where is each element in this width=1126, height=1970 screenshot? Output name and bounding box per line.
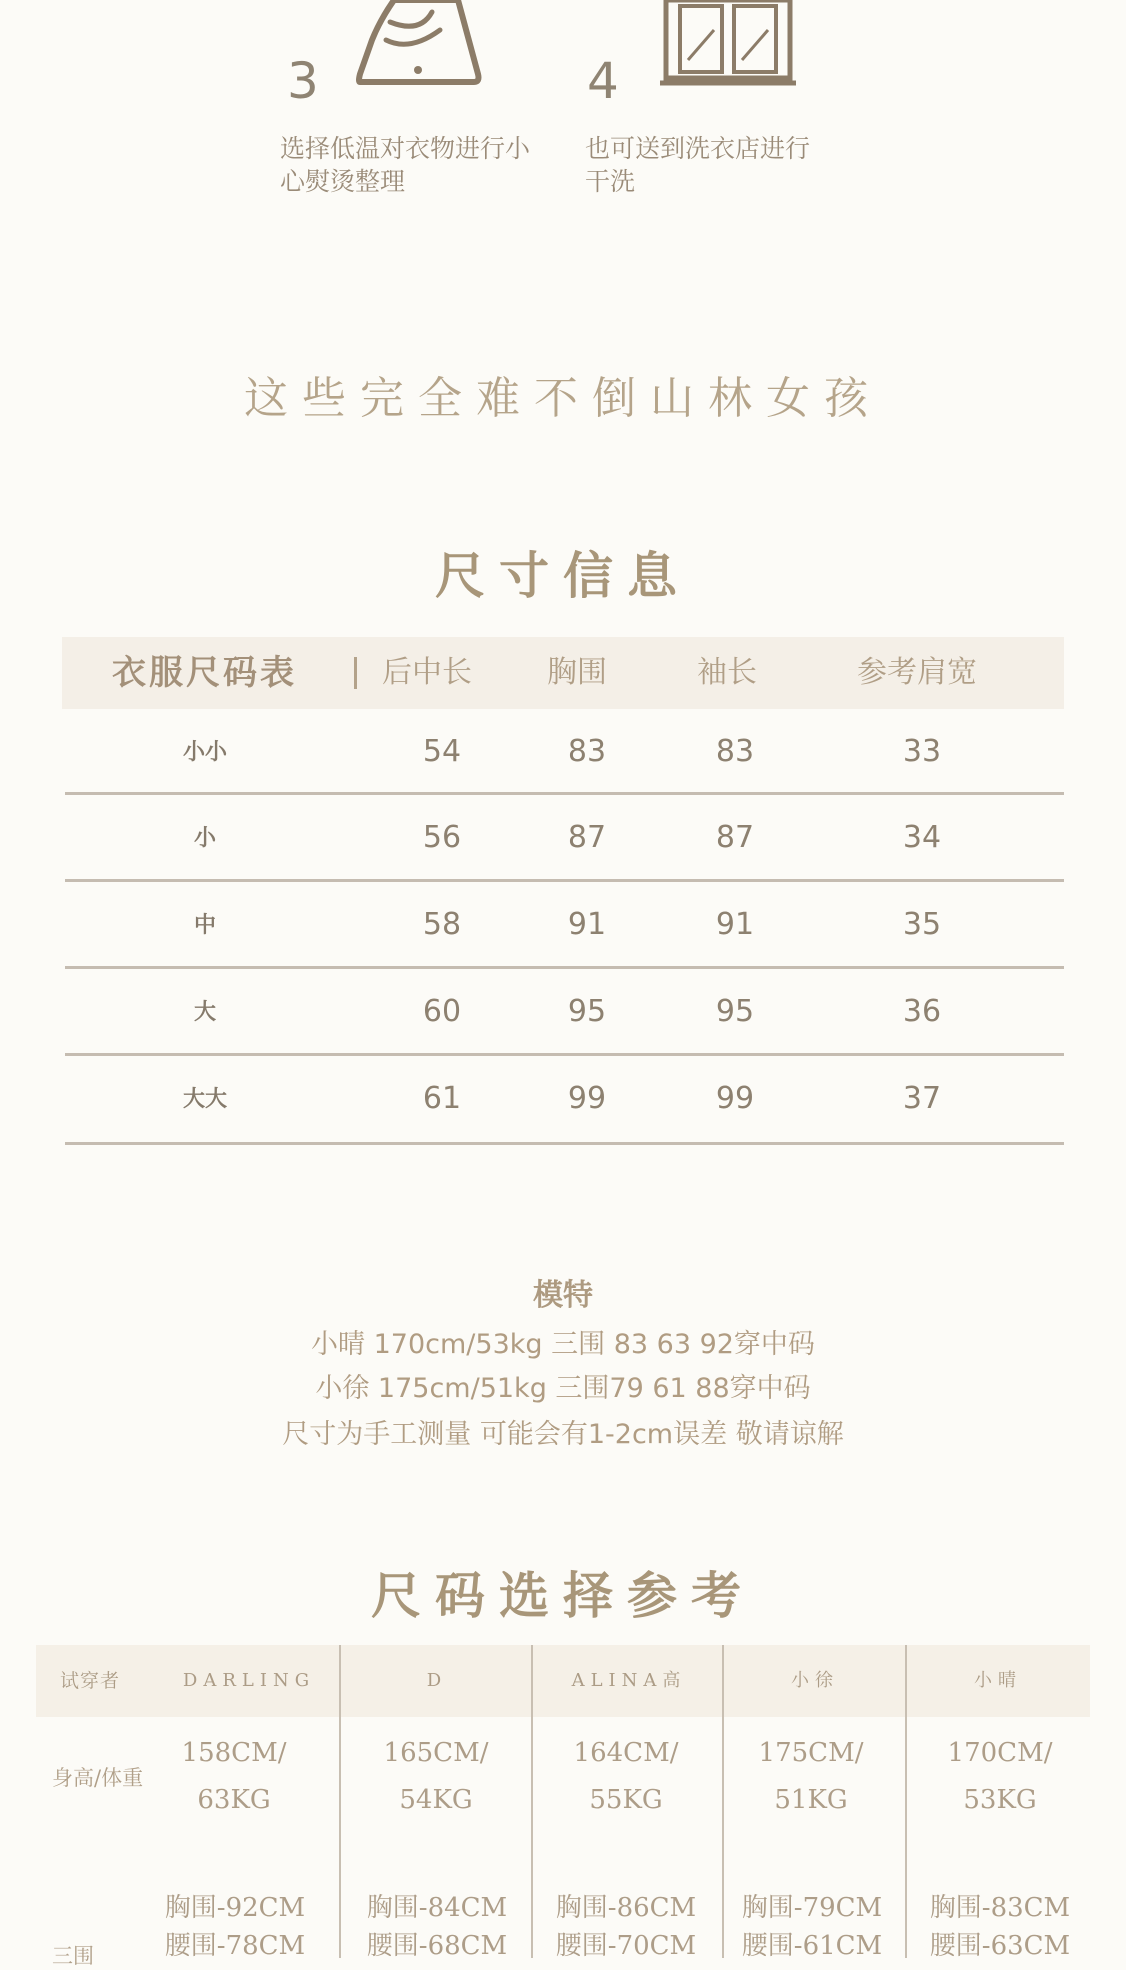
measurement-cell bbox=[915, 1889, 1085, 1965]
tester-name: D bbox=[426, 1670, 448, 1691]
size-value: 54 bbox=[422, 734, 462, 769]
row-label: 身高/体重 bbox=[52, 1766, 144, 1790]
waist-value: 腰围-68CM bbox=[366, 1931, 508, 1961]
size-name: 小小 bbox=[182, 739, 227, 765]
height-weight-cell bbox=[546, 1730, 706, 1824]
measurement-cell bbox=[727, 1889, 897, 1965]
height-value: 175CM/ bbox=[758, 1738, 864, 1768]
waist-value: 腰围-63CM bbox=[929, 1931, 1071, 1961]
tester-name: 小徐 bbox=[791, 1670, 839, 1691]
weight-value: 54KG bbox=[399, 1785, 473, 1815]
model-info-line: 小徐 175cm/51kg 三围79 61 88穿中码 bbox=[315, 1373, 811, 1404]
size-value: 99 bbox=[567, 1081, 607, 1116]
height-value: 164CM/ bbox=[573, 1738, 679, 1768]
size-value: 35 bbox=[902, 907, 942, 942]
waist-value: 腰围-70CM bbox=[555, 1931, 697, 1961]
size-value: 56 bbox=[422, 820, 462, 855]
reference-title: 尺码选择参考 bbox=[371, 1566, 755, 1625]
size-value: 99 bbox=[715, 1081, 755, 1116]
height-value: 158CM/ bbox=[181, 1738, 287, 1768]
size-value: 87 bbox=[715, 820, 755, 855]
size-value: 83 bbox=[715, 734, 755, 769]
column-divider bbox=[905, 1645, 907, 1958]
size-name: 大大 bbox=[182, 1086, 227, 1112]
size-value: 34 bbox=[902, 820, 942, 855]
size-name: 中 bbox=[193, 912, 216, 938]
column-divider bbox=[722, 1645, 724, 1958]
column-header: 胸围 bbox=[547, 655, 607, 690]
size-value: 36 bbox=[902, 994, 942, 1029]
table-row bbox=[65, 882, 1064, 968]
size-value: 61 bbox=[422, 1081, 462, 1116]
iron-icon bbox=[350, 0, 486, 92]
row-label: 三围 bbox=[52, 1944, 94, 1968]
row-divider bbox=[65, 1142, 1064, 1145]
size-value: 58 bbox=[422, 907, 462, 942]
size-name: 大 bbox=[193, 999, 216, 1025]
step-description: 选择低温对衣物进行小心熨烫整理 bbox=[280, 134, 531, 196]
size-value: 95 bbox=[567, 994, 607, 1029]
waist-value: 腰围-61CM bbox=[741, 1931, 883, 1961]
model-info-line: 小晴 170cm/53kg 三围 83 63 92穿中码 bbox=[311, 1329, 815, 1360]
column-header: 后中长 bbox=[382, 655, 472, 690]
size-value: 60 bbox=[422, 994, 462, 1029]
measurement-cell bbox=[150, 1889, 320, 1965]
tester-name: 小晴 bbox=[974, 1670, 1022, 1691]
weight-value: 63KG bbox=[197, 1785, 271, 1815]
size-value: 95 bbox=[715, 994, 755, 1029]
weight-value: 53KG bbox=[963, 1785, 1037, 1815]
size-value: 33 bbox=[902, 734, 942, 769]
step-number: 3 bbox=[287, 52, 319, 110]
size-section-title: 尺寸信息 bbox=[435, 546, 691, 605]
size-value: 83 bbox=[567, 734, 607, 769]
size-value: 91 bbox=[715, 907, 755, 942]
height-weight-cell bbox=[154, 1730, 314, 1824]
reference-table-header bbox=[36, 1645, 1090, 1717]
size-table-header bbox=[62, 637, 1064, 709]
height-value: 170CM/ bbox=[947, 1738, 1053, 1768]
table-row bbox=[65, 795, 1064, 881]
height-weight-cell bbox=[920, 1730, 1080, 1824]
column-divider bbox=[531, 1645, 533, 1958]
height-value: 165CM/ bbox=[383, 1738, 489, 1768]
size-value: 87 bbox=[567, 820, 607, 855]
measurement-note: 尺寸为手工测量 可能会有1-2cm误差 敬请谅解 bbox=[282, 1419, 844, 1450]
tester-name: ALINA高 bbox=[571, 1670, 687, 1691]
size-value: 91 bbox=[567, 907, 607, 942]
column-header: 参考肩宽 bbox=[857, 655, 977, 690]
table-row bbox=[65, 1056, 1064, 1142]
column-divider bbox=[339, 1645, 341, 1958]
weight-value: 51KG bbox=[774, 1785, 848, 1815]
bust-value: 胸围-86CM bbox=[555, 1893, 697, 1923]
size-table-name: 衣服尺码表 bbox=[112, 653, 297, 693]
waist-value: 腰围-78CM bbox=[164, 1931, 306, 1961]
bust-value: 胸围-92CM bbox=[164, 1893, 306, 1923]
table-row bbox=[65, 969, 1064, 1055]
bust-value: 胸围-84CM bbox=[366, 1893, 508, 1923]
weight-value: 55KG bbox=[589, 1785, 663, 1815]
height-weight-cell bbox=[356, 1730, 516, 1824]
step-description: 也可送到洗衣店进行干洗 bbox=[585, 134, 811, 196]
height-weight-cell bbox=[731, 1730, 891, 1824]
measurement-cell bbox=[541, 1889, 711, 1965]
dry-cleaner-icon bbox=[660, 0, 796, 88]
step-number: 4 bbox=[587, 52, 619, 110]
bust-value: 胸围-79CM bbox=[741, 1893, 883, 1923]
tester-label: 试穿者 bbox=[59, 1670, 120, 1692]
model-title: 模特 bbox=[533, 1278, 593, 1313]
measurement-cell bbox=[352, 1889, 522, 1965]
column-header: 袖长 bbox=[697, 655, 757, 690]
slogan: 这些完全难不倒山林女孩 bbox=[244, 373, 882, 424]
bust-value: 胸围-83CM bbox=[929, 1893, 1071, 1923]
table-row bbox=[65, 709, 1064, 795]
header-divider bbox=[354, 657, 357, 689]
size-name: 小 bbox=[193, 825, 216, 851]
size-value: 37 bbox=[902, 1081, 942, 1116]
tester-name: DARLING bbox=[182, 1670, 316, 1691]
